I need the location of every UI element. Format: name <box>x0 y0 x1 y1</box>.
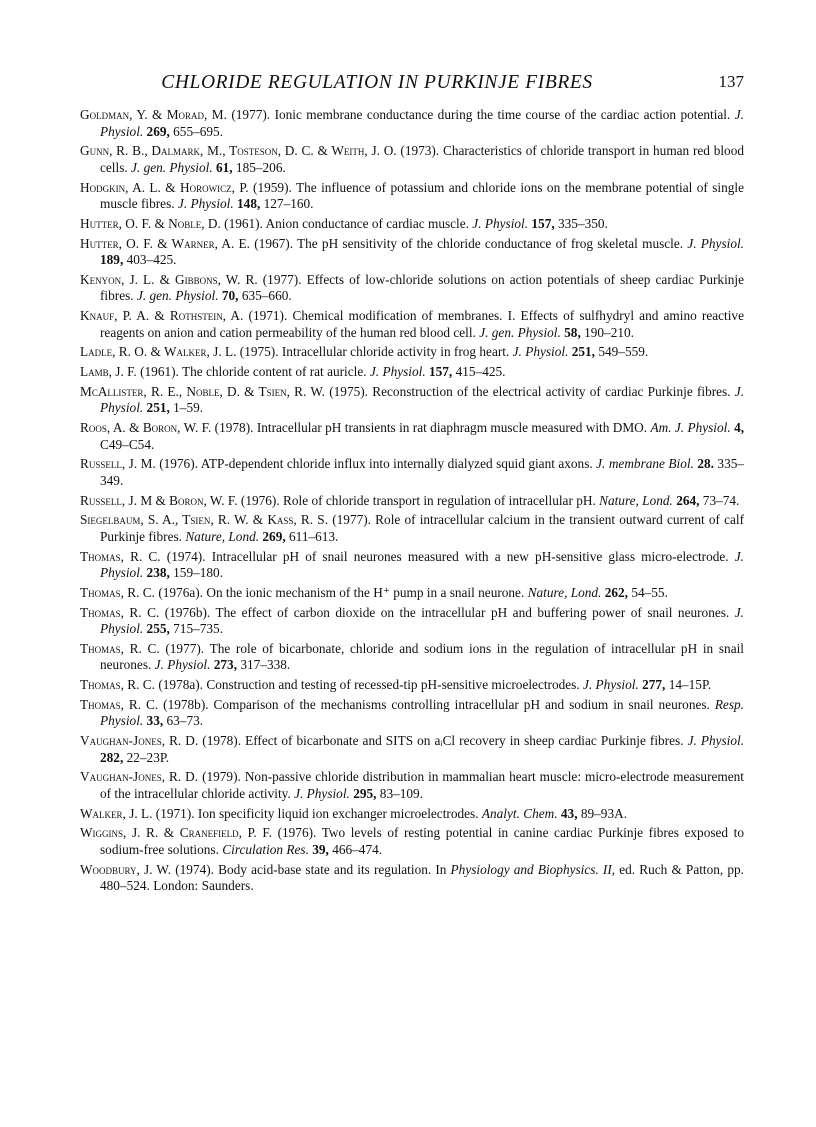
reference-journal: J. Physiol. <box>687 733 745 749</box>
reference-journal: J. Physiol. <box>687 235 744 251</box>
reference-journal: Resp. Physiol. <box>100 696 744 729</box>
reference-journal: J. Physiol. <box>369 364 426 380</box>
reference-volume: 157, <box>428 364 453 380</box>
reference-year: (1961). <box>140 364 179 380</box>
reference-year: (1975). <box>239 344 279 360</box>
reference-authors: Thomas, R. C. <box>80 640 160 656</box>
reference-pages: 83–109. <box>379 785 424 801</box>
reference-entry <box>80 677 744 694</box>
reference-title: Anion conductance of cardiac muscle. <box>265 215 469 231</box>
reference-title: Ionic membrane conductance during the time course of the cardiac action potential. <box>274 107 731 122</box>
reference-journal: Am. J. Physiol. <box>650 420 731 436</box>
reference-year: (1973). <box>400 143 440 159</box>
reference-volume: 39, <box>312 841 329 857</box>
reference-volume: 238, <box>146 565 170 581</box>
reference-volume: 269, <box>262 528 286 544</box>
reference-authors: Roos, A. & Boron, W. F. <box>80 420 212 436</box>
reference-volume: 251, <box>146 400 170 416</box>
reference-journal: J. Physiol. <box>100 548 745 581</box>
page-header <box>80 72 744 96</box>
reference-title: The effect of carbon dioxide on the intracellular pH and buffering power of snail neurones. <box>215 604 730 620</box>
reference-pages: C49–C54. <box>100 436 155 452</box>
reference-authors: Russell, J. M. <box>80 456 156 472</box>
reference-pages: 317–338. <box>240 657 291 673</box>
reference-volume: 269, <box>146 123 170 139</box>
reference-authors: Hutter, O. F. & Warner, A. E. <box>80 235 251 251</box>
reference-entry <box>80 512 744 545</box>
reference-volume: 33, <box>146 713 164 729</box>
reference-entry <box>80 493 744 510</box>
reference-title: Ion specificity liquid ion exchanger microelectrodes. <box>197 805 479 821</box>
reference-title: Reconstruction of the electrical activity of cardiac Purkinje fibres. <box>372 383 731 399</box>
reference-journal: J. Physiol. <box>100 107 744 139</box>
reference-year: (1961). <box>224 215 263 231</box>
reference-authors: Woodbury, J. W. <box>80 861 172 877</box>
reference-authors: Thomas, R. C. <box>80 604 160 620</box>
reference-entry <box>80 180 744 213</box>
reference-pages: 466–474. <box>332 841 383 857</box>
reference-authors: Thomas, R. C. <box>80 677 155 693</box>
reference-entry <box>80 862 744 895</box>
reference-journal: J. Physiol. <box>177 196 234 212</box>
reference-year: (1978a). <box>158 677 204 693</box>
reference-journal: J. Physiol. <box>100 604 744 637</box>
reference-volume: 28. <box>697 456 714 472</box>
reference-authors: Thomas, R. C. <box>80 584 155 600</box>
reference-title: On the ionic mechanism of the H⁺ pump in a snail neurone. <box>206 584 525 600</box>
reference-pages: 190–210. <box>584 324 634 340</box>
reference-title: Construction and testing of recessed-tip pH-sensitive microelectrodes. <box>206 677 580 693</box>
reference-title: Role of intracellular calcium in the transient outward current of calf Purkinje fibres. <box>100 512 745 544</box>
reference-journal: Nature, Lond. <box>527 584 602 600</box>
reference-year: (1971). <box>155 805 195 821</box>
reference-authors: Thomas, R. C. <box>80 696 159 712</box>
reference-authors: McAllister, R. E., Noble, D. & Tsien, R. W. <box>80 383 325 399</box>
reference-pages: ed. Ruch & Patton, pp. 480–524. London: Saunders. <box>100 861 744 894</box>
reference-volume: 58, <box>564 324 581 340</box>
reference-year: (1967). <box>254 235 294 251</box>
reference-volume: 61, <box>215 159 233 175</box>
reference-entry <box>80 825 744 858</box>
reference-list <box>80 107 744 898</box>
reference-volume: 264, <box>676 492 700 508</box>
reference-volume: 189, <box>100 252 124 268</box>
reference-pages: 611–613. <box>289 528 339 544</box>
reference-year: (1977). <box>231 107 271 122</box>
reference-title: Body acid-base state and its regulation. In <box>218 861 447 877</box>
reference-entry <box>80 806 744 823</box>
reference-pages: 127–160. <box>263 196 314 212</box>
reference-title: Effect of bicarbonate and SITS on aᵢCl recovery in sheep cardiac Purkinje fibres. <box>245 733 684 749</box>
reference-title: The influence of potassium and chloride ions on the membrane potential of single muscle fibres. <box>100 179 744 212</box>
reference-authors: Knauf, P. A. & Rothstein, A. <box>80 308 244 324</box>
reference-pages: 159–180. <box>173 565 224 581</box>
reference-pages: 403–425. <box>126 252 177 268</box>
reference-entry <box>80 641 744 674</box>
reference-entry <box>80 605 744 638</box>
reference-authors: Goldman, Y. & Morad, M. <box>80 107 227 122</box>
reference-entry <box>80 236 744 269</box>
reference-entry <box>80 216 744 233</box>
reference-entry <box>80 272 744 305</box>
reference-journal: Circulation Res. <box>222 841 309 857</box>
reference-pages: 655–695. <box>173 123 224 139</box>
reference-volume: 157, <box>531 215 555 231</box>
reference-entry <box>80 364 744 381</box>
reference-entry <box>80 697 744 730</box>
reference-year: (1974). <box>166 548 206 564</box>
reference-entry <box>80 107 744 140</box>
reference-journal: J. Physiol. <box>294 785 350 801</box>
reference-entry <box>80 769 744 802</box>
reference-pages: 73–74. <box>702 492 740 508</box>
reference-pages: 185–206. <box>235 159 286 175</box>
reference-volume: 295, <box>353 785 377 801</box>
reference-title: The chloride content of rat auricle. <box>181 364 367 380</box>
reference-title: Intracellular pH of snail neurones measured with a new pH-sensitive glass micro-electrode. <box>211 548 729 564</box>
page-number: 137 <box>718 72 744 91</box>
reference-journal: J. membrane Biol. <box>596 456 694 472</box>
reference-pages: 415–425. <box>455 364 506 380</box>
reference-volume: 148, <box>237 196 261 212</box>
reference-volume: 43, <box>560 805 578 821</box>
reference-authors: Gunn, R. B., Dalmark, M., Tosteson, D. C. & Weith, J. O. <box>80 143 397 159</box>
reference-journal: J. Physiol. <box>583 677 639 693</box>
reference-entry <box>80 585 744 602</box>
reference-authors: Hodgkin, A. L. & Horowicz, P. <box>80 179 249 195</box>
reference-year: (1975). <box>329 383 369 399</box>
reference-authors: Kenyon, J. L. & Gibbons, W. R. <box>80 271 258 287</box>
reference-year: (1976). <box>240 492 280 508</box>
reference-year: (1979). <box>202 769 241 785</box>
reference-volume: 255, <box>146 621 170 637</box>
reference-authors: Vaughan-Jones, R. D. <box>80 733 199 749</box>
reference-volume: 251, <box>571 344 596 360</box>
reference-volume: 4, <box>734 420 745 436</box>
reference-journal: Nature, Lond. <box>185 528 260 544</box>
reference-pages: 1–59. <box>173 400 204 416</box>
reference-journal: J. Physiol. <box>472 215 529 231</box>
reference-title: Role of chloride transport in regulation of intracellular pH. <box>283 492 596 508</box>
reference-title: The role of bicarbonate, chloride and sodium ions in the regulation of intracellular pH in snail neurones. <box>100 640 744 673</box>
reference-volume: 277, <box>642 677 666 693</box>
reference-authors: Vaughan-Jones, R. D. <box>80 769 199 785</box>
reference-authors: Lamb, J. F. <box>80 364 137 380</box>
reference-year: (1978). <box>214 420 254 436</box>
reference-year: (1976). <box>277 825 317 841</box>
reference-authors: Russell, J. M & Boron, W. F. <box>80 492 238 508</box>
reference-volume: 70, <box>221 288 239 304</box>
reference-title: Chemical modification of membranes. I. Effects of sulfhydryl and amino reactive reagents on anion and cation permeability of the human red blood cell. <box>100 308 744 340</box>
reference-entry <box>80 420 744 453</box>
reference-year: (1976). <box>159 456 198 472</box>
reference-year: (1977). <box>165 640 205 656</box>
reference-pages: 335–349. <box>100 456 745 488</box>
reference-authors: Wiggins, J. R. & Cranefield, P. F. <box>80 825 272 841</box>
reference-authors: Walker, J. L. <box>80 805 153 821</box>
reference-title: Characteristics of chloride transport in human red blood cells. <box>100 143 744 175</box>
reference-journal: J. Physiol. <box>512 344 569 360</box>
reference-authors: Siegelbaum, S. A., Tsien, R. W. & Kass, R. S. <box>80 512 329 528</box>
reference-volume: 273, <box>213 657 238 673</box>
reference-year: (1974). <box>175 861 214 877</box>
reference-pages: 715–735. <box>173 621 224 637</box>
reference-title: ATP-dependent chloride influx into internally dialyzed squid giant axons. <box>200 456 593 472</box>
reference-volume: 282, <box>100 749 124 765</box>
reference-journal: Physiology and Biophysics. II, <box>450 861 616 877</box>
reference-entry <box>80 143 744 176</box>
reference-pages: 335–350. <box>558 215 608 231</box>
reference-journal: J. Physiol. <box>100 383 745 416</box>
reference-entry <box>80 549 744 582</box>
reference-year: (1976a). <box>158 584 204 600</box>
reference-pages: 89–93A. <box>580 805 628 821</box>
reference-title: Intracellular pH transients in rat diaphragm muscle measured with DMO. <box>256 420 648 436</box>
reference-journal: J. Physiol. <box>154 657 211 673</box>
reference-title: Comparison of the mechanisms controlling intracellular pH and sodium in snail neurones. <box>213 696 710 712</box>
running-title: CHLORIDE REGULATION IN PURKINJE FIBRES <box>161 72 593 93</box>
reference-pages: 22–23P. <box>126 749 170 765</box>
reference-authors: Ladle, R. O. & Walker, J. L. <box>80 344 237 360</box>
reference-journal: Analyt. Chem. <box>481 805 558 821</box>
reference-title: Effects of low-chloride solutions on action potentials of sheep cardiac Purkinje fibres. <box>100 271 745 304</box>
reference-title: The pH sensitivity of the chloride conductance of frog skeletal muscle. <box>297 235 684 251</box>
reference-entry <box>80 384 744 417</box>
reference-journal: J. gen. Physiol. <box>131 159 213 175</box>
reference-journal: J. gen. Physiol. <box>479 324 561 340</box>
reference-entry <box>80 456 744 489</box>
reference-pages: 14–15P. <box>668 677 712 693</box>
reference-volume: 262, <box>604 584 628 600</box>
reference-entry <box>80 733 744 766</box>
reference-journal: Nature, Lond. <box>599 492 673 508</box>
reference-pages: 549–559. <box>598 344 649 360</box>
reference-year: (1959). <box>253 179 292 195</box>
reference-year: (1971). <box>248 308 288 324</box>
reference-title: Non-passive chloride distribution in mammalian heart muscle: micro-electrode measurement of the intracellular chloride activity. <box>100 769 745 801</box>
reference-year: (1977). <box>262 271 302 287</box>
reference-year: (1977). <box>332 512 371 528</box>
reference-year: (1978). <box>202 733 242 749</box>
reference-pages: 635–660. <box>241 288 292 304</box>
reference-authors: Thomas, R. C. <box>80 548 161 564</box>
reference-title: Intracellular chloride activity in frog heart. <box>281 344 510 360</box>
reference-year: (1978b). <box>163 696 209 712</box>
reference-journal: J. gen. Physiol. <box>136 288 219 304</box>
reference-title: Two levels of resting potential in canine cardiac Purkinje fibres exposed to sodium-free solutions. <box>100 825 744 857</box>
reference-pages: 54–55. <box>631 584 668 600</box>
reference-authors: Hutter, O. F. & Noble, D. <box>80 215 221 231</box>
reference-year: (1976b). <box>164 604 211 620</box>
reference-entry <box>80 344 744 361</box>
reference-entry <box>80 308 744 341</box>
reference-pages: 63–73. <box>166 713 204 729</box>
